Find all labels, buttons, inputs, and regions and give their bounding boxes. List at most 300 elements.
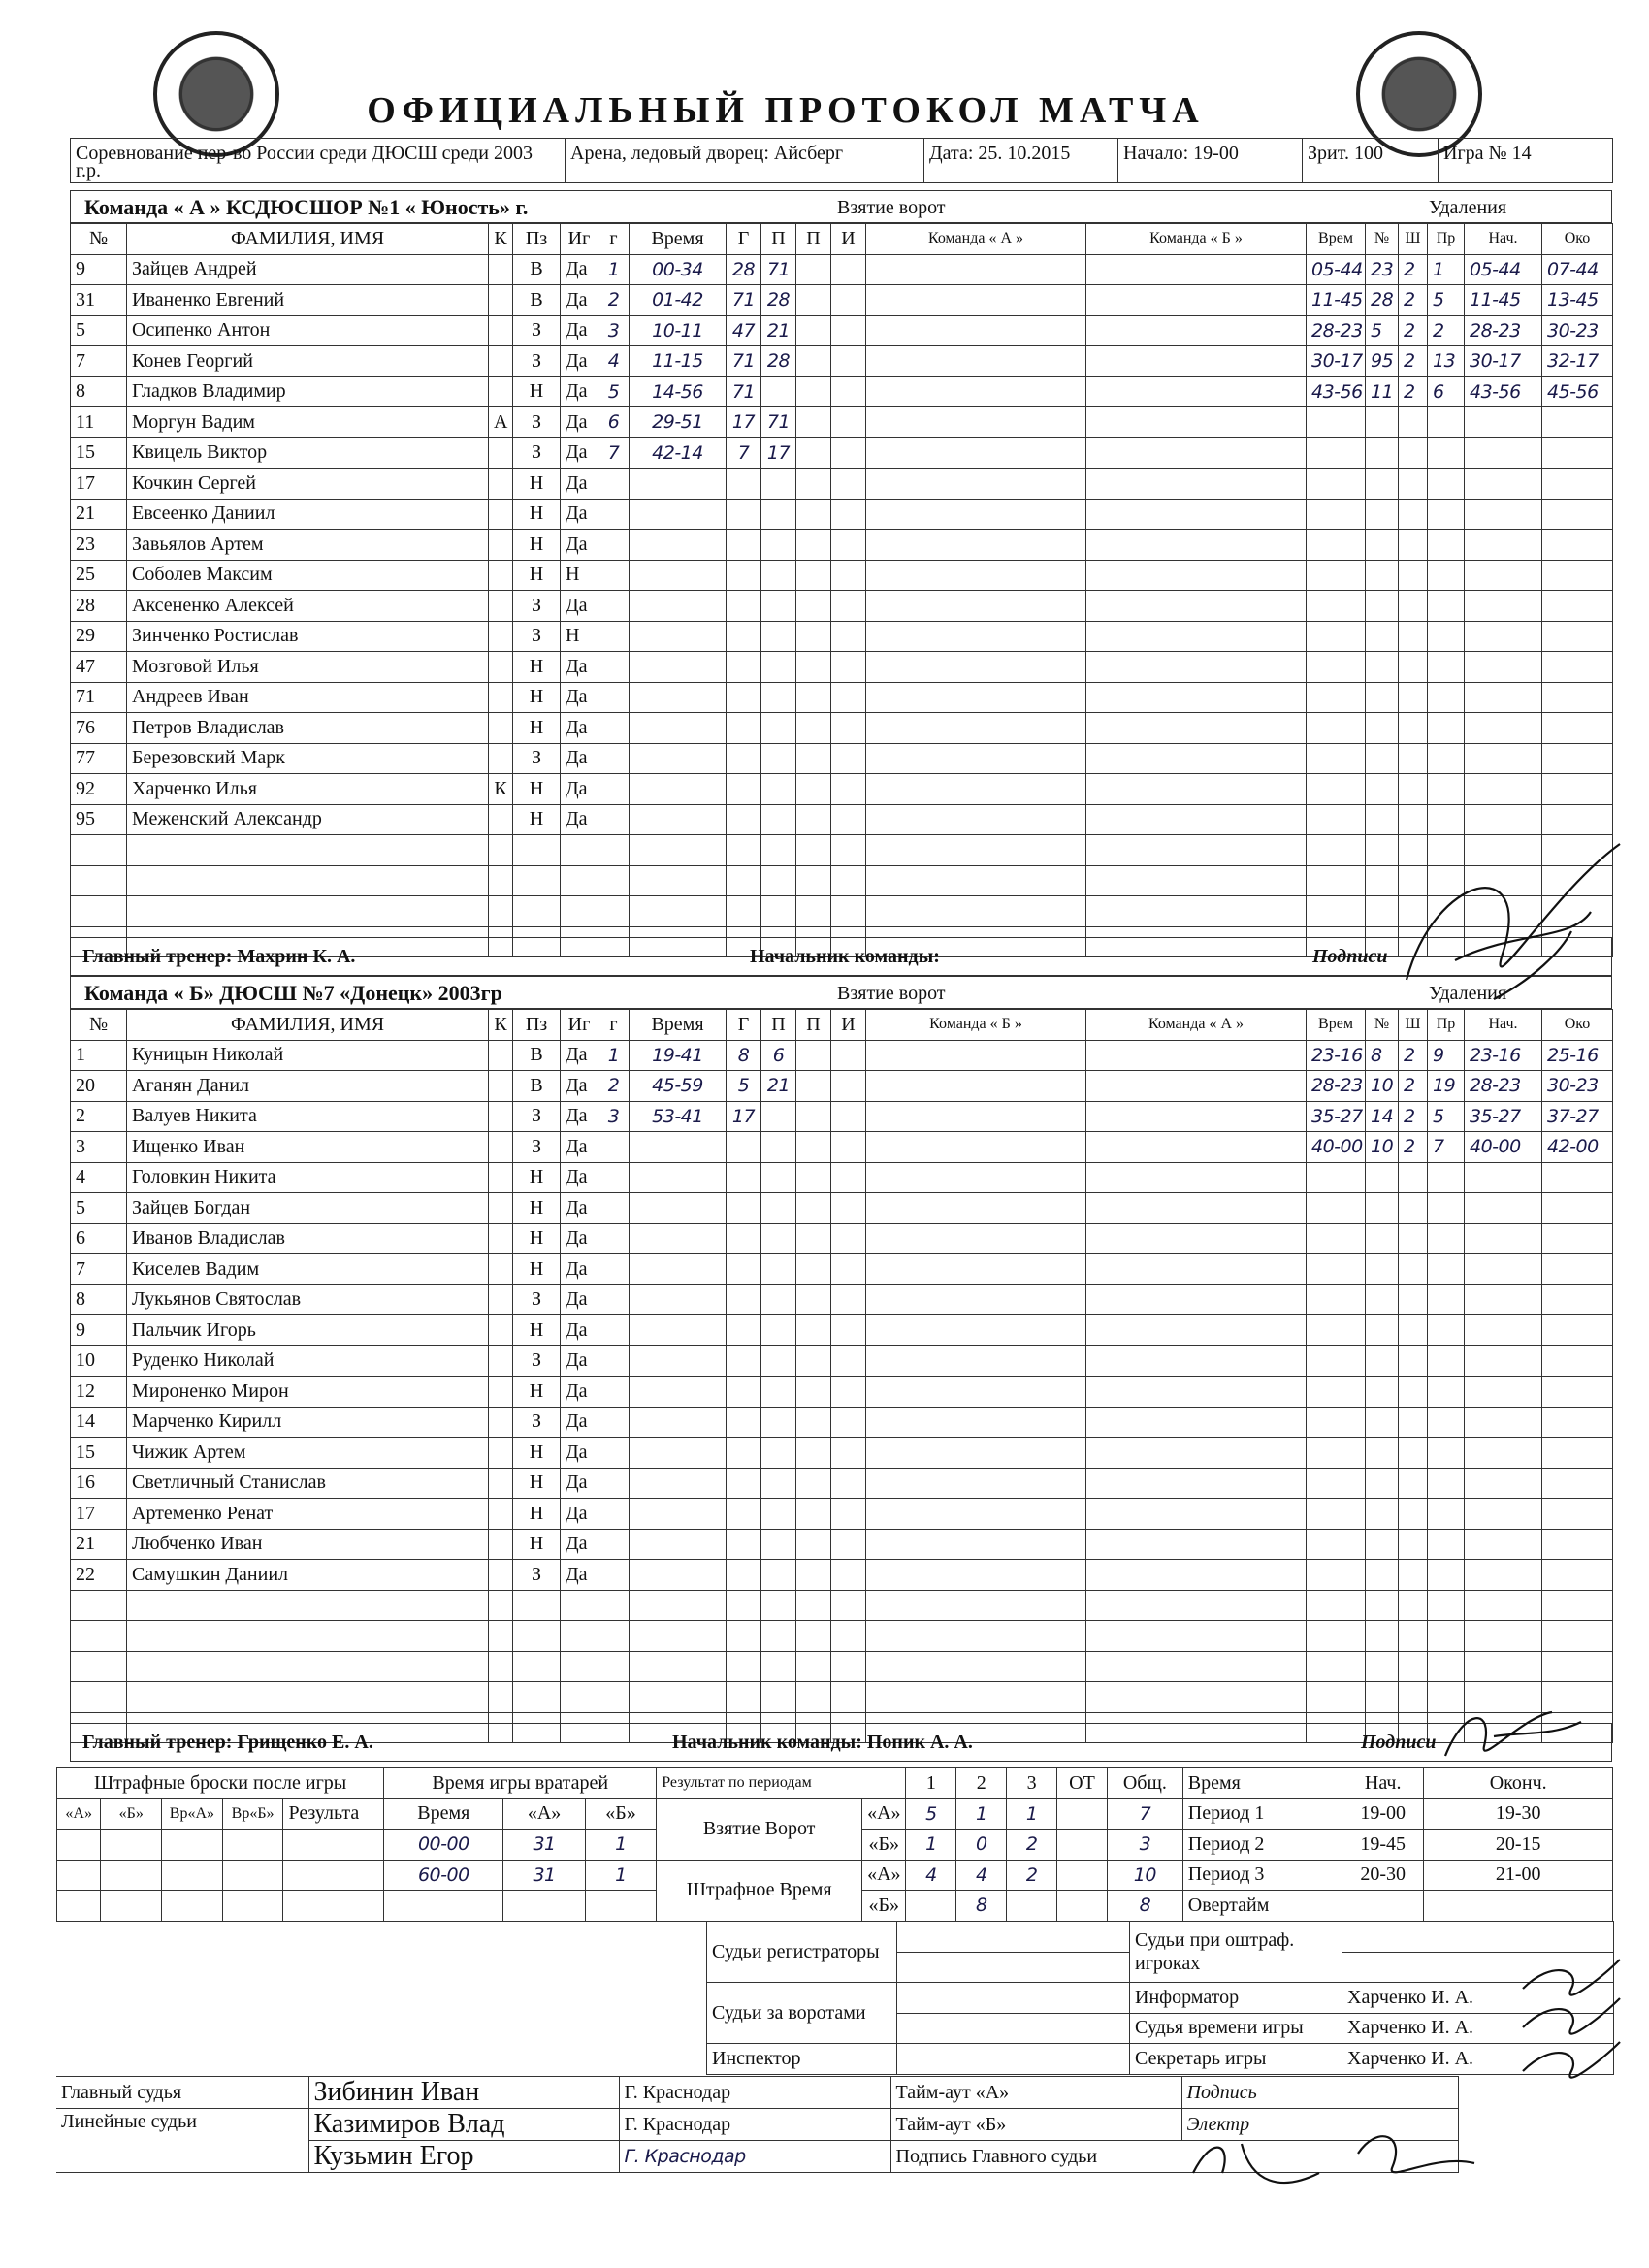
goal-scorer <box>727 835 761 866</box>
player-number: 22 <box>71 1560 127 1591</box>
pen-time <box>1307 469 1366 500</box>
pen-reason <box>1428 1529 1465 1560</box>
pen-time <box>1307 499 1366 530</box>
goal-team-1 <box>866 652 1086 683</box>
goal-time <box>630 1468 727 1499</box>
pen-start: 28-23 <box>1465 315 1542 346</box>
goal-assist-2 <box>796 1101 831 1132</box>
goal-team-1 <box>866 1590 1086 1621</box>
pen-player <box>1366 804 1399 835</box>
player-number: 2 <box>71 1101 127 1132</box>
gk-row-1-a: 31 <box>503 1830 585 1861</box>
pen-reason: 2 <box>1428 315 1465 346</box>
goal-assist-2 <box>796 437 831 469</box>
player-position: Н <box>513 1223 561 1254</box>
pen-end <box>1542 1284 1613 1315</box>
pen-player <box>1366 499 1399 530</box>
player-played: Да <box>561 713 598 744</box>
goal-index <box>598 1682 630 1713</box>
pen-reason <box>1428 407 1465 438</box>
player-number: 5 <box>71 315 127 346</box>
player-played: Да <box>561 437 598 469</box>
player-number <box>71 1590 127 1621</box>
team-b-penalties-header: Удаления <box>1429 983 1507 1004</box>
goal-time: 29-51 <box>630 407 727 438</box>
pen-player: 11 <box>1366 376 1399 407</box>
goal-scorer <box>727 1560 761 1591</box>
goal-time <box>630 1682 727 1713</box>
player-number: 4 <box>71 1162 127 1193</box>
goal-team-1 <box>866 713 1086 744</box>
goal-team-2 <box>1086 1040 1307 1071</box>
col-pen-time: Врем <box>1307 1010 1366 1041</box>
pen-end <box>1542 1193 1613 1224</box>
pen-time: 40-00 <box>1307 1132 1366 1163</box>
goal-team-1 <box>866 376 1086 407</box>
goal-i <box>831 437 866 469</box>
pen-reason: 5 <box>1428 1101 1465 1132</box>
pen-time <box>1307 1377 1366 1408</box>
player-name: Кочкин Сергей <box>127 469 489 500</box>
pen-reason <box>1428 1407 1465 1438</box>
pen-reason <box>1428 1315 1465 1346</box>
player-name: Руденко Николай <box>127 1345 489 1377</box>
team-a-chief: Начальник команды: <box>750 946 940 967</box>
team-b-section <box>70 976 1612 1762</box>
total-col: Общ. <box>1107 1768 1182 1799</box>
pen-minutes: 2 <box>1399 1071 1428 1102</box>
pen-end <box>1542 1651 1613 1682</box>
goal-time <box>630 1651 727 1682</box>
col-pen-start: Нач. <box>1465 224 1542 255</box>
goal-index <box>598 682 630 713</box>
table-row <box>71 743 1613 774</box>
goal-time <box>630 1560 727 1591</box>
goal-team-2 <box>1086 835 1307 866</box>
team-b-goals-header: Взятие ворот <box>837 983 946 1004</box>
table-row <box>71 774 1613 805</box>
table-row <box>71 407 1613 438</box>
goal-index <box>598 896 630 927</box>
col-pen-pr: Пр <box>1428 1010 1465 1041</box>
player-number: 1 <box>71 1040 127 1071</box>
team-a-penalties-header: Удаления <box>1429 197 1507 218</box>
goal-index: 1 <box>598 254 630 285</box>
player-captain <box>489 621 513 652</box>
goal-time <box>630 1499 727 1530</box>
table-row <box>71 1315 1613 1346</box>
pen-reason <box>1428 682 1465 713</box>
pen-end <box>1542 591 1613 622</box>
goal-scorer <box>727 713 761 744</box>
goal-time <box>630 530 727 561</box>
goal-time <box>630 1193 727 1224</box>
goal-time <box>630 499 727 530</box>
pen-reason: 7 <box>1428 1132 1465 1163</box>
player-position <box>513 896 561 927</box>
goal-i <box>831 1682 866 1713</box>
player-captain <box>489 1407 513 1438</box>
arena: Арена, ледовый дворец: Айсберг <box>566 139 924 183</box>
pen-player: 10 <box>1366 1071 1399 1102</box>
table-row <box>71 315 1613 346</box>
goal-assist <box>761 1651 796 1682</box>
table-row <box>71 1101 1613 1132</box>
pen-minutes <box>1399 1254 1428 1285</box>
goals-row-label: Взятие Ворот <box>657 1798 862 1860</box>
team-a-header <box>70 190 1612 223</box>
goal-team-1 <box>866 1682 1086 1713</box>
player-name: Мозговой Илья <box>127 652 489 683</box>
player-played: Да <box>561 1377 598 1408</box>
player-played: Да <box>561 1040 598 1071</box>
table-row <box>71 1529 1613 1560</box>
pen-start <box>1465 1162 1542 1193</box>
goal-assist <box>761 1132 796 1163</box>
goal-time <box>630 804 727 835</box>
goal-i <box>831 1499 866 1530</box>
col-num: № <box>71 1010 127 1041</box>
table-row <box>71 1499 1613 1530</box>
table-row <box>71 1590 1613 1621</box>
goal-assist <box>761 560 796 591</box>
goal-scorer <box>727 1284 761 1315</box>
informer-name: Харченко И. А. <box>1342 1983 1614 2014</box>
goal-index <box>598 865 630 896</box>
goal-i <box>831 285 866 316</box>
pen-time <box>1307 835 1366 866</box>
period-3-end: 21-00 <box>1424 1860 1613 1891</box>
goal-scorer <box>727 1682 761 1713</box>
player-name: Меженский Александр <box>127 804 489 835</box>
pen-start <box>1465 1560 1542 1591</box>
pen-a-label: «А» <box>862 1860 906 1891</box>
player-position: Н <box>513 804 561 835</box>
team-a-name: Команда « А » КСДЮСШОР №1 « Юность» г. <box>84 195 529 219</box>
table-row <box>71 804 1613 835</box>
goal-team-1 <box>866 346 1086 377</box>
pen-start <box>1465 1254 1542 1285</box>
goal-scorer <box>727 591 761 622</box>
goal-assist-2 <box>796 652 831 683</box>
col-ig: Иг <box>561 1010 598 1041</box>
player-captain <box>489 682 513 713</box>
goal-scorer <box>727 743 761 774</box>
pen-time <box>1307 1468 1366 1499</box>
col-i: И <box>831 1010 866 1041</box>
goals-a-p3: 1 <box>1007 1798 1057 1830</box>
goal-team-1 <box>866 865 1086 896</box>
pen-time <box>1307 1651 1366 1682</box>
goal-scorer: 8 <box>727 1040 761 1071</box>
pen-reason <box>1428 499 1465 530</box>
goal-assist <box>761 1315 796 1346</box>
goal-index <box>598 774 630 805</box>
player-captain <box>489 285 513 316</box>
goal-assist <box>761 1345 796 1377</box>
goals-b-label: «Б» <box>862 1830 906 1861</box>
pen-player <box>1366 469 1399 500</box>
col-assist2: П <box>796 1010 831 1041</box>
goal-i <box>831 1101 866 1132</box>
pen-time <box>1307 1284 1366 1315</box>
pen-player <box>1366 1407 1399 1438</box>
player-played: Да <box>561 254 598 285</box>
player-position: З <box>513 437 561 469</box>
goal-team-2 <box>1086 1284 1307 1315</box>
player-captain <box>489 560 513 591</box>
goal-team-2 <box>1086 1621 1307 1652</box>
player-captain <box>489 713 513 744</box>
goal-team-1 <box>866 469 1086 500</box>
col-i: И <box>831 224 866 255</box>
goal-team-2 <box>1086 1499 1307 1530</box>
pen-player <box>1366 896 1399 927</box>
pen-start <box>1465 437 1542 469</box>
goal-assist-2 <box>796 835 831 866</box>
officials-signatures <box>1513 1950 1630 2095</box>
shootout-header: Штрафные броски после игры <box>57 1768 384 1799</box>
goal-assist <box>761 469 796 500</box>
goal-team-1 <box>866 1499 1086 1530</box>
goal-team-2 <box>1086 1438 1307 1469</box>
period-3-start: 20-30 <box>1342 1860 1424 1891</box>
goal-scorer <box>727 1345 761 1377</box>
col-g: г <box>598 224 630 255</box>
goal-team-2 <box>1086 774 1307 805</box>
player-number <box>71 865 127 896</box>
team-a-coach-row <box>70 937 1612 976</box>
pen-time <box>1307 1223 1366 1254</box>
goal-assist <box>761 804 796 835</box>
pen-start <box>1465 1223 1542 1254</box>
player-name: Артеменко Ренат <box>127 1499 489 1530</box>
player-number: 77 <box>71 743 127 774</box>
goal-assist-2 <box>796 774 831 805</box>
table-row <box>71 469 1613 500</box>
goal-team-1 <box>866 1438 1086 1469</box>
goal-assist-2 <box>796 407 831 438</box>
goal-assist <box>761 1438 796 1469</box>
player-name <box>127 896 489 927</box>
table-row <box>71 1345 1613 1377</box>
pen-time <box>1307 1529 1366 1560</box>
player-position: Н <box>513 1468 561 1499</box>
overtime-label: Овертайм <box>1182 1891 1342 1922</box>
goal-time <box>630 1377 727 1408</box>
table-row <box>71 621 1613 652</box>
goal-team-2 <box>1086 1193 1307 1224</box>
col-team-1: Команда « Б » <box>866 1010 1086 1041</box>
player-played: Да <box>561 652 598 683</box>
col-pen-end: Око <box>1542 1010 1613 1041</box>
goal-scorer <box>727 1499 761 1530</box>
player-number: 9 <box>71 254 127 285</box>
pen-start <box>1465 1590 1542 1621</box>
player-name: Соболев Максим <box>127 560 489 591</box>
goal-index <box>598 1651 630 1682</box>
goal-team-2 <box>1086 1682 1307 1713</box>
pen-end <box>1542 621 1613 652</box>
goal-team-2 <box>1086 1345 1307 1377</box>
player-played: Да <box>561 1193 598 1224</box>
goal-team-1 <box>866 1621 1086 1652</box>
table-row <box>71 835 1613 866</box>
table-row <box>71 1193 1613 1224</box>
goal-team-1 <box>866 1345 1086 1377</box>
player-played: Да <box>561 1468 598 1499</box>
pen-start: 40-00 <box>1465 1132 1542 1163</box>
pen-minutes <box>1399 652 1428 683</box>
goal-assist-2 <box>796 560 831 591</box>
goal-i <box>831 530 866 561</box>
goal-assist-2 <box>796 499 831 530</box>
table-row <box>71 1132 1613 1163</box>
pen-end <box>1542 1345 1613 1377</box>
player-name: Лукьянов Святослав <box>127 1284 489 1315</box>
player-captain: А <box>489 407 513 438</box>
goal-assist-2 <box>796 743 831 774</box>
pen-time <box>1307 1407 1366 1438</box>
player-position: З <box>513 591 561 622</box>
pen-time: 11-45 <box>1307 285 1366 316</box>
player-position: В <box>513 254 561 285</box>
pen-minutes <box>1399 469 1428 500</box>
goal-assist-2 <box>796 1345 831 1377</box>
col-pz: Пз <box>513 1010 561 1041</box>
goal-team-1 <box>866 591 1086 622</box>
goal-assist-2 <box>796 1132 831 1163</box>
goal-scorer <box>727 1468 761 1499</box>
goal-assist-2 <box>796 804 831 835</box>
goal-index <box>598 591 630 622</box>
goal-assist <box>761 1223 796 1254</box>
goal-assist-2 <box>796 315 831 346</box>
pen-reason <box>1428 560 1465 591</box>
goal-assist <box>761 1682 796 1713</box>
player-played: Да <box>561 315 598 346</box>
pen-player <box>1366 1193 1399 1224</box>
player-number: 6 <box>71 1223 127 1254</box>
pen-player <box>1366 1284 1399 1315</box>
goal-time <box>630 1590 727 1621</box>
goals-a-p1: 5 <box>906 1798 956 1830</box>
pen-start <box>1465 1438 1542 1469</box>
pen-minutes <box>1399 1223 1428 1254</box>
goal-i <box>831 1040 866 1071</box>
goal-assist: 71 <box>761 407 796 438</box>
goal-assist <box>761 835 796 866</box>
goal-i <box>831 346 866 377</box>
pen-b-label: «Б» <box>862 1891 906 1922</box>
goal-time: 10-11 <box>630 315 727 346</box>
table-row <box>71 437 1613 469</box>
table-row <box>71 865 1613 896</box>
goal-index: 1 <box>598 1040 630 1071</box>
player-position: Н <box>513 682 561 713</box>
pen-end: 25-16 <box>1542 1040 1613 1071</box>
goal-time <box>630 469 727 500</box>
goal-i <box>831 713 866 744</box>
goal-i <box>831 1284 866 1315</box>
player-captain <box>489 1284 513 1315</box>
goals-a-p2: 1 <box>956 1798 1007 1830</box>
pen-player <box>1366 774 1399 805</box>
pen-player: 5 <box>1366 315 1399 346</box>
goal-index <box>598 1468 630 1499</box>
pen-time <box>1307 437 1366 469</box>
col-team-2: Команда « А » <box>1086 1010 1307 1041</box>
col-team-1: Команда « А » <box>866 224 1086 255</box>
goal-index <box>598 1590 630 1621</box>
spectators: Зрит. 100 <box>1303 139 1439 183</box>
pen-time: 23-16 <box>1307 1040 1366 1071</box>
player-captain <box>489 1499 513 1530</box>
pen-reason: 19 <box>1428 1071 1465 1102</box>
goal-assist-2 <box>796 1040 831 1071</box>
pen-player <box>1366 835 1399 866</box>
goal-i <box>831 1193 866 1224</box>
pen-start <box>1465 1499 1542 1530</box>
player-name: Головкин Никита <box>127 1162 489 1193</box>
goal-assist-2 <box>796 1254 831 1285</box>
goal-assist <box>761 1621 796 1652</box>
pen-minutes <box>1399 1162 1428 1193</box>
player-number: 29 <box>71 621 127 652</box>
pen-player: 95 <box>1366 346 1399 377</box>
player-position: З <box>513 743 561 774</box>
pen-end <box>1542 774 1613 805</box>
pen-start: 35-27 <box>1465 1101 1542 1132</box>
goal-index <box>598 1132 630 1163</box>
pen-reason <box>1428 1193 1465 1224</box>
player-name: Иванов Владислав <box>127 1223 489 1254</box>
player-name <box>127 1590 489 1621</box>
goals-a-total: 7 <box>1107 1798 1182 1830</box>
goal-index: 2 <box>598 1071 630 1102</box>
pen-player <box>1366 1499 1399 1530</box>
player-played: Да <box>561 1438 598 1469</box>
goal-index <box>598 530 630 561</box>
player-number: 7 <box>71 346 127 377</box>
goal-index <box>598 469 630 500</box>
pen-a-p3: 2 <box>1007 1860 1057 1891</box>
goal-i <box>831 896 866 927</box>
player-number: 23 <box>71 530 127 561</box>
table-row <box>71 499 1613 530</box>
player-played: Да <box>561 1560 598 1591</box>
pen-start <box>1465 1315 1542 1346</box>
player-name <box>127 1651 489 1682</box>
player-played: Н <box>561 621 598 652</box>
goal-scorer <box>727 1132 761 1163</box>
pen-reason <box>1428 1254 1465 1285</box>
col-time: Время <box>630 1010 727 1041</box>
team-b-signature-label: Подписи <box>1361 1732 1437 1753</box>
goal-i <box>831 1223 866 1254</box>
player-captain <box>489 652 513 683</box>
player-number: 12 <box>71 1377 127 1408</box>
player-position <box>513 1651 561 1682</box>
inspector-label: Инспектор <box>707 2044 897 2075</box>
player-name: Любченко Иван <box>127 1529 489 1560</box>
goal-assist <box>761 376 796 407</box>
timeout-a-label: Тайм-аут «А» <box>890 2077 1181 2109</box>
col-pen-start: Нач. <box>1465 1010 1542 1041</box>
goal-i <box>831 1529 866 1560</box>
player-captain <box>489 437 513 469</box>
goal-index <box>598 713 630 744</box>
